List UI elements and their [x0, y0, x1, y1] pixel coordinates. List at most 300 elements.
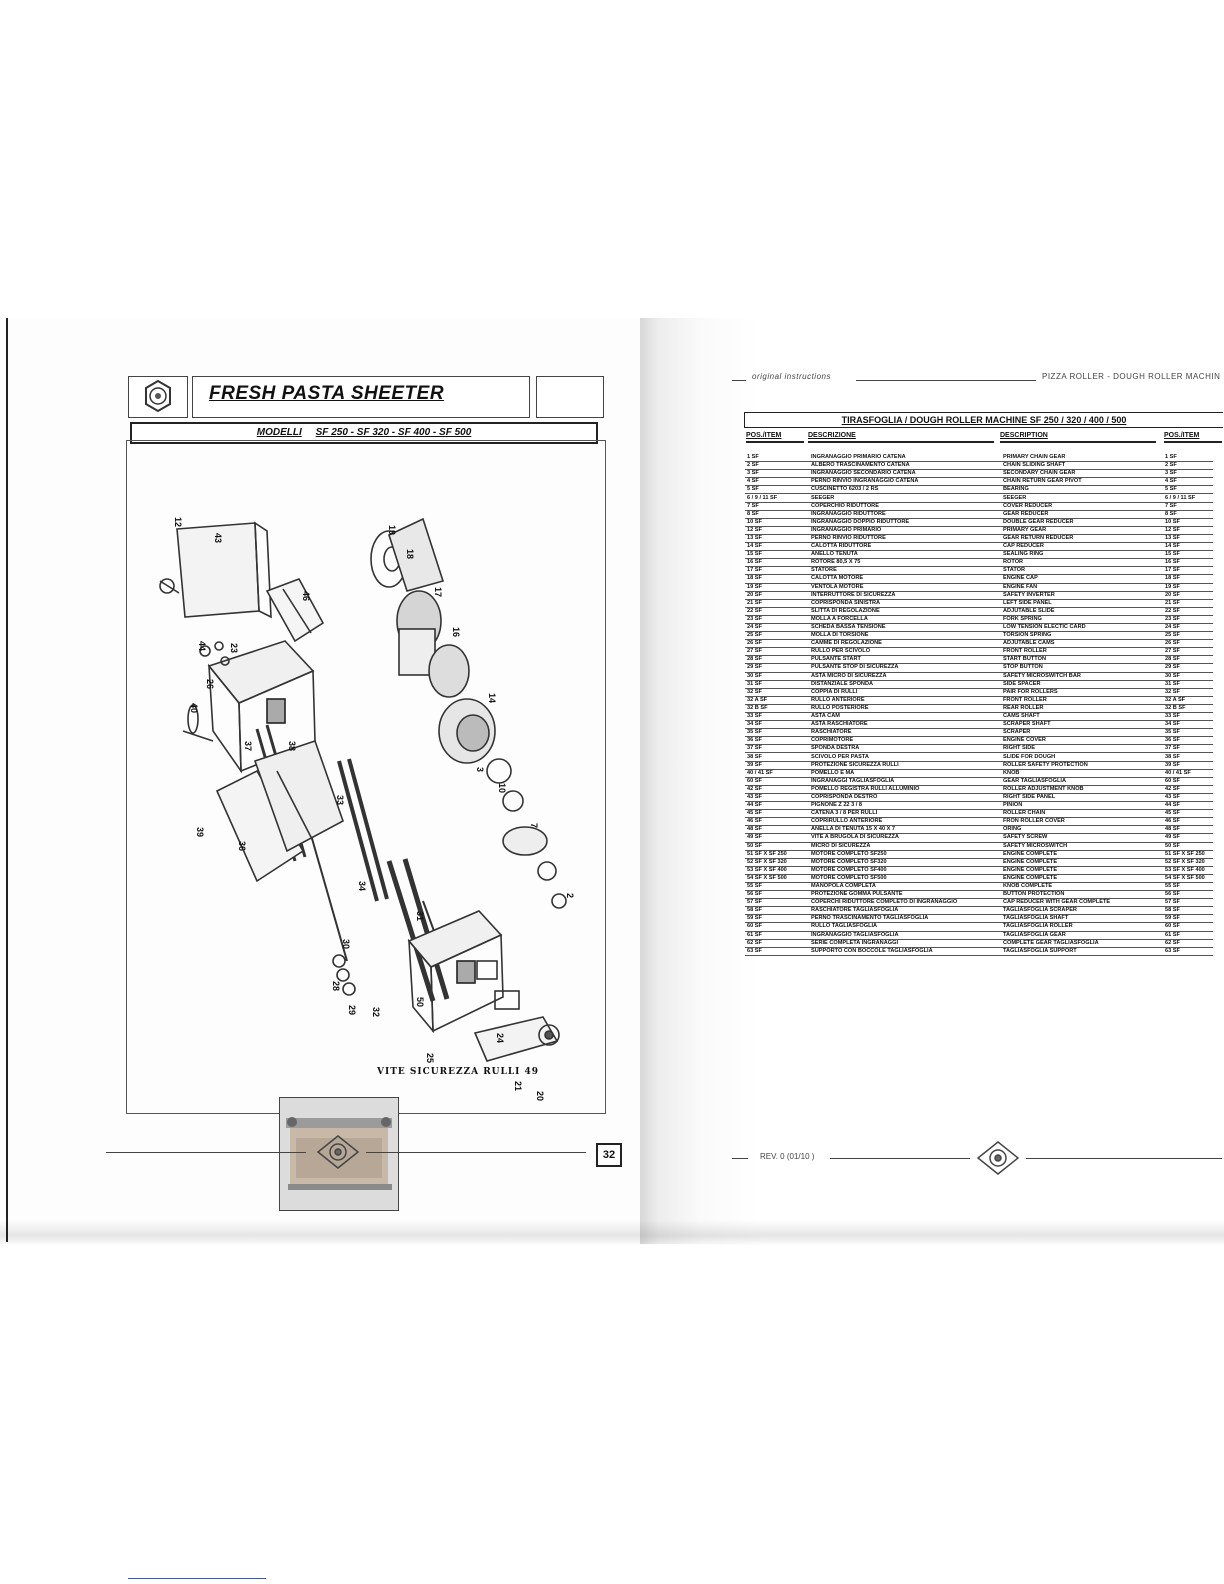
row-pos-item: 20 SF: [745, 591, 809, 599]
title-box: [192, 376, 530, 418]
table-row: [745, 866, 1213, 874]
row-descrizione: MOTORE COMPLETO SF500: [809, 874, 1001, 882]
page-number: 32: [596, 1143, 622, 1167]
footer-rule-left-2: [366, 1152, 586, 1153]
row-pos-item-right: 55 SF: [1163, 882, 1213, 890]
row-description: ENGINE COMPLETE: [1001, 858, 1163, 866]
row-descrizione: RULLO POSTERIORE: [809, 704, 1001, 712]
table-row: [745, 462, 1213, 470]
callout-25: 25: [425, 1053, 435, 1064]
row-pos-item: 56 SF: [745, 891, 809, 899]
row-description: LEFT SIDE PANEL: [1001, 599, 1163, 607]
row-pos-item-right: 52 SF X SF 320: [1163, 858, 1213, 866]
row-descrizione: RULLO ANTERIORE: [809, 696, 1001, 704]
table-row: [745, 818, 1213, 826]
row-description: ENGINE CAP: [1001, 575, 1163, 583]
row-description: ORING: [1001, 826, 1163, 834]
row-pos-item: 1 SF: [745, 454, 809, 462]
table-row: [745, 543, 1213, 551]
callout-43: 43: [213, 533, 223, 544]
header-original-instructions: original instructions: [752, 372, 831, 381]
row-description: LOW TENSION ELECTIC CARD: [1001, 623, 1163, 631]
row-description: STATOR: [1001, 567, 1163, 575]
row-descrizione: COPRISPONDA DESTRO: [809, 793, 1001, 801]
row-pos-item-right: 62 SF: [1163, 939, 1213, 947]
row-pos-item: 3 SF: [745, 470, 809, 478]
row-pos-item-right: 7 SF: [1163, 502, 1213, 510]
row-descrizione: PERNO RINVIO RIDUTTORE: [809, 534, 1001, 542]
callout-32: 32: [371, 1007, 381, 1018]
row-pos-item: 59 SF: [745, 915, 809, 923]
row-description: SAFETY INVERTER: [1001, 591, 1163, 599]
table-row: [745, 939, 1213, 947]
row-pos-item: 29 SF: [745, 664, 809, 672]
callout-20: 20: [535, 1091, 545, 1102]
callout-31: 31: [415, 911, 425, 922]
row-descrizione: MOLLA A FORCELLA: [809, 615, 1001, 623]
footer-logo-icon-right: [972, 1140, 1024, 1181]
row-description: STOP BUTTON: [1001, 664, 1163, 672]
row-pos-item: 48 SF: [745, 826, 809, 834]
callout-16: 16: [451, 627, 461, 638]
row-description: SAFETY SCREW: [1001, 834, 1163, 842]
row-pos-item: 27 SF: [745, 648, 809, 656]
table-row: [745, 672, 1213, 680]
row-pos-item: 32 B SF: [745, 704, 809, 712]
row-descrizione: ALBERO TRASCINAMENTO CATENA: [809, 462, 1001, 470]
row-pos-item: 31 SF: [745, 680, 809, 688]
row-description: PRIMARY GEAR: [1001, 526, 1163, 534]
row-pos-item: 7 SF: [745, 502, 809, 510]
row-description: BUTTON PROTECTION: [1001, 891, 1163, 899]
scanned-spread: [0, 318, 1224, 1244]
row-pos-item-right: 6 / 9 / 11 SF: [1163, 494, 1213, 502]
table-row: [745, 478, 1213, 486]
table-row: [745, 785, 1213, 793]
row-descrizione: COPPIA DI RULLI: [809, 688, 1001, 696]
row-descrizione: PROTEZIONE SICUREZZA RULLI: [809, 761, 1001, 769]
table-row: [745, 923, 1213, 931]
row-pos-item-right: 43 SF: [1163, 793, 1213, 801]
row-pos-item: 37 SF: [745, 745, 809, 753]
row-pos-item-right: 17 SF: [1163, 567, 1213, 575]
row-description: CHAIN SLIDING SHAFT: [1001, 462, 1163, 470]
table-row: [745, 850, 1213, 858]
callout-44: 44: [197, 641, 207, 652]
row-pos-item-right: 60 SF: [1163, 923, 1213, 931]
row-descrizione: RULLO PER SCIVOLO: [809, 648, 1001, 656]
row-pos-item: 24 SF: [745, 623, 809, 631]
parts-table: [745, 454, 1213, 956]
header-rule-b: [856, 380, 1036, 381]
row-descrizione: SUPPORTO CON BOCCOLE TAGLIASFOGLIA: [809, 947, 1001, 955]
row-description: KNOB COMPLETE: [1001, 882, 1163, 890]
table-row: [745, 729, 1213, 737]
row-description: TAGLIASFOGLIA GEAR: [1001, 931, 1163, 939]
row-pos-item-right: 57 SF: [1163, 899, 1213, 907]
row-description: FRONT ROLLER: [1001, 648, 1163, 656]
row-pos-item-right: 35 SF: [1163, 729, 1213, 737]
table-row: [745, 745, 1213, 753]
row-pos-item-right: 50 SF: [1163, 842, 1213, 850]
row-pos-item: 16 SF: [745, 559, 809, 567]
row-pos-item-right: 39 SF: [1163, 761, 1213, 769]
row-pos-item: 8 SF: [745, 510, 809, 518]
table-row: [745, 559, 1213, 567]
row-pos-item-right: 25 SF: [1163, 632, 1213, 640]
table-row: [745, 802, 1213, 810]
table-row: [745, 753, 1213, 761]
row-pos-item-right: 5 SF: [1163, 486, 1213, 494]
row-description: COVER REDUCER: [1001, 502, 1163, 510]
row-description: TAGLIASFOGLIA SHAFT: [1001, 915, 1163, 923]
row-description: ENGINE COMPLETE: [1001, 850, 1163, 858]
row-pos-item-right: 12 SF: [1163, 526, 1213, 534]
row-pos-item: 32 SF: [745, 688, 809, 696]
table-row: [745, 721, 1213, 729]
row-description: TORSION SPRING: [1001, 632, 1163, 640]
table-row: [745, 470, 1213, 478]
row-descrizione: ANELLO TENUTA: [809, 551, 1001, 559]
row-pos-item: 18 SF: [745, 575, 809, 583]
row-pos-item-right: 56 SF: [1163, 891, 1213, 899]
header-machine-name: PIZZA ROLLER - DOUGH ROLLER MACHIN: [1042, 372, 1221, 381]
row-pos-item-right: 60 SF: [1163, 777, 1213, 785]
table-row: [745, 623, 1213, 631]
row-description: ROTOR: [1001, 559, 1163, 567]
table-row: [745, 632, 1213, 640]
row-pos-item: 30 SF: [745, 672, 809, 680]
callout-34: 34: [357, 881, 367, 892]
table-row: [745, 494, 1213, 502]
row-pos-item-right: 18 SF: [1163, 575, 1213, 583]
row-pos-item-right: 46 SF: [1163, 818, 1213, 826]
models-list: SF 250 - SF 320 - SF 400 - SF 500: [315, 427, 472, 438]
row-description: SEEGER: [1001, 494, 1163, 502]
row-descrizione: RULLO TAGLIASFOGLIA: [809, 923, 1001, 931]
scan-underline-mark: [128, 1578, 266, 1579]
row-description: SECONDARY CHAIN GEAR: [1001, 470, 1163, 478]
row-descrizione: SERIE COMPLETA INGRANAGGI: [809, 939, 1001, 947]
exploded-view-drawing: [127, 441, 605, 1113]
row-pos-item-right: 20 SF: [1163, 591, 1213, 599]
row-pos-item: 34 SF: [745, 721, 809, 729]
row-descrizione: VENTOLA MOTORE: [809, 583, 1001, 591]
callout-18: 18: [405, 549, 415, 560]
callout-3: 3: [475, 767, 485, 773]
row-descrizione: MOTORE COMPLETO SF250: [809, 850, 1001, 858]
table-row: [745, 688, 1213, 696]
footer-rule-right-b: [830, 1158, 970, 1159]
row-pos-item-right: 30 SF: [1163, 672, 1213, 680]
header-rule-a: [732, 380, 746, 381]
callout-24: 24: [495, 1033, 505, 1044]
table-row: [745, 777, 1213, 785]
row-pos-item: 17 SF: [745, 567, 809, 575]
row-pos-item-right: 49 SF: [1163, 834, 1213, 842]
callout-40: 40: [189, 703, 199, 714]
table-row: [745, 591, 1213, 599]
row-descrizione: PIGNONE Z 22 3 / 8: [809, 802, 1001, 810]
row-pos-item: 50 SF: [745, 842, 809, 850]
footer-revision: REV. 0 (01/10 ): [760, 1152, 815, 1161]
row-pos-item-right: 63 SF: [1163, 947, 1213, 955]
table-row: [745, 502, 1213, 510]
row-descrizione: INGRANAGGIO RIDUTTORE: [809, 510, 1001, 518]
row-descrizione: INGRANAGGIO SECONDARIO CATENA: [809, 470, 1001, 478]
row-descrizione: PERNO TRASCINAMENTO TAGLIASFOGLIA: [809, 915, 1001, 923]
footer-rule-right-c: [1026, 1158, 1222, 1159]
row-descrizione: INTERRUTTORE DI SICUREZZA: [809, 591, 1001, 599]
row-pos-item-right: 44 SF: [1163, 802, 1213, 810]
table-row: [745, 737, 1213, 745]
row-pos-item: 19 SF: [745, 583, 809, 591]
callout-19: 19: [387, 525, 397, 536]
row-pos-item-right: 10 SF: [1163, 518, 1213, 526]
callout-33: 33: [335, 795, 345, 806]
row-description: ENGINE COVER: [1001, 737, 1163, 745]
callout-38: 38: [287, 741, 297, 752]
table-row: [745, 454, 1213, 462]
row-description: COMPLETE GEAR TAGLIASFOGLIA: [1001, 939, 1163, 947]
row-pos-item-right: 26 SF: [1163, 640, 1213, 648]
table-row: [745, 761, 1213, 769]
row-description: SLIDE FOR DOUGH: [1001, 753, 1163, 761]
row-descrizione: MOTORE COMPLETO SF400: [809, 866, 1001, 874]
table-row: [745, 874, 1213, 882]
row-pos-item: 53 SF X SF 400: [745, 866, 809, 874]
row-pos-item-right: 23 SF: [1163, 615, 1213, 623]
row-pos-item-right: 1 SF: [1163, 454, 1213, 462]
row-descrizione: COPERCHI RIDUTTORE COMPLETO DI INGRANAGGIO: [809, 899, 1001, 907]
row-descrizione: ASTA CAM: [809, 713, 1001, 721]
table-row: [745, 931, 1213, 939]
row-description: ROLLER ADJUSTMENT KNOB: [1001, 785, 1163, 793]
callout-30: 30: [341, 939, 351, 950]
table-row: [745, 891, 1213, 899]
row-pos-item: 62 SF: [745, 939, 809, 947]
row-pos-item: 63 SF: [745, 947, 809, 955]
row-description: CAMS SHAFT: [1001, 713, 1163, 721]
row-descrizione: INGRANAGGIO PRIMARIO: [809, 526, 1001, 534]
table-row: [745, 656, 1213, 664]
row-pos-item-right: 16 SF: [1163, 559, 1213, 567]
table-row: [745, 842, 1213, 850]
table-row: [745, 947, 1213, 955]
row-pos-item: 14 SF: [745, 543, 809, 551]
row-descrizione: MOTORE COMPLETO SF320: [809, 858, 1001, 866]
table-row: [745, 551, 1213, 559]
row-pos-item-right: 13 SF: [1163, 534, 1213, 542]
row-description: PINION: [1001, 802, 1163, 810]
row-pos-item: 2 SF: [745, 462, 809, 470]
row-pos-item-right: 37 SF: [1163, 745, 1213, 753]
row-pos-item-right: 32 A SF: [1163, 696, 1213, 704]
scan-bottom-shadow: [0, 1220, 1224, 1246]
table-row: [745, 534, 1213, 542]
row-description: ENGINE COMPLETE: [1001, 874, 1163, 882]
callout-17: 17: [433, 587, 443, 598]
row-descrizione: CUSCINETTO 6203 / 2 RS: [809, 486, 1001, 494]
callout-36: 36: [237, 841, 247, 852]
col-pos-item-left: POS./ITEM: [746, 430, 804, 443]
row-descrizione: SCIVOLO PER PASTA: [809, 753, 1001, 761]
row-pos-item-right: 21 SF: [1163, 599, 1213, 607]
row-description: TAGLIASFOGLIA SUPPORT: [1001, 947, 1163, 955]
table-row: [745, 899, 1213, 907]
row-description: GEAR TAGLIASFOGLIA: [1001, 777, 1163, 785]
header-right-box: [536, 376, 604, 418]
row-description: CHAIN RETURN GEAR PIVOT: [1001, 478, 1163, 486]
row-descrizione: MANOPOLA COMPLETA: [809, 882, 1001, 890]
row-description: REAR ROLLER: [1001, 704, 1163, 712]
row-description: RIGHT SIDE PANEL: [1001, 793, 1163, 801]
row-description: START BUTTON: [1001, 656, 1163, 664]
drawing-caption: VITE SICUREZZA RULLI 49: [377, 1067, 540, 1077]
row-description: RIGHT SIDE: [1001, 745, 1163, 753]
callout-46: 46: [301, 591, 311, 602]
row-pos-item: 10 SF: [745, 518, 809, 526]
row-description: FRON ROLLER COVER: [1001, 818, 1163, 826]
table-row: [745, 583, 1213, 591]
table-row: [745, 486, 1213, 494]
row-descrizione: INGRANAGGIO PRIMARIO CATENA: [809, 454, 1001, 462]
callout-26: 26: [205, 679, 215, 690]
row-description: TAGLIASFOGLIA ROLLER: [1001, 923, 1163, 931]
row-pos-item: 49 SF: [745, 834, 809, 842]
row-description: PAIR FOR ROLLERS: [1001, 688, 1163, 696]
row-pos-item-right: 31 SF: [1163, 680, 1213, 688]
row-pos-item: 51 SF X SF 250: [745, 850, 809, 858]
callout-39: 39: [195, 827, 205, 838]
footer-rule-right-a: [732, 1158, 748, 1159]
table-row: [745, 826, 1213, 834]
row-pos-item: 52 SF X SF 320: [745, 858, 809, 866]
row-descrizione: SCHEDA BASSA TENSIONE: [809, 623, 1001, 631]
row-pos-item: 57 SF: [745, 899, 809, 907]
row-pos-item: 38 SF: [745, 753, 809, 761]
table-row: [745, 793, 1213, 801]
row-description: SEALING RING: [1001, 551, 1163, 559]
row-pos-item-right: 2 SF: [1163, 462, 1213, 470]
row-description: ENGINE COMPLETE: [1001, 866, 1163, 874]
row-description: SIDE SPACER: [1001, 680, 1163, 688]
row-pos-item: 13 SF: [745, 534, 809, 542]
row-pos-item: 15 SF: [745, 551, 809, 559]
row-description: FRONT ROLLER: [1001, 696, 1163, 704]
row-pos-item: 55 SF: [745, 882, 809, 890]
row-pos-item-right: 3 SF: [1163, 470, 1213, 478]
col-pos-item-right: POS./ITEM: [1164, 430, 1222, 443]
row-pos-item-right: 40 / 41 SF: [1163, 769, 1213, 777]
row-pos-item: 60 SF: [745, 777, 809, 785]
row-descrizione: CATENA 3 / 8 PER RULLI: [809, 810, 1001, 818]
row-description: KNOB: [1001, 769, 1163, 777]
row-descrizione: INGRANAGGIO TAGLIASFOGLIA: [809, 931, 1001, 939]
row-descrizione: MICRO DI SICUREZZA: [809, 842, 1001, 850]
callout-29: 29: [347, 1005, 357, 1016]
table-row: [745, 680, 1213, 688]
row-pos-item: 21 SF: [745, 599, 809, 607]
row-description: CAP REDUCER WITH GEAR COMPLETE: [1001, 899, 1163, 907]
row-pos-item-right: 48 SF: [1163, 826, 1213, 834]
row-pos-item: 61 SF: [745, 931, 809, 939]
row-descrizione: INGRANAGGI TAGLIASFOGLIA: [809, 777, 1001, 785]
table-row: [745, 615, 1213, 623]
row-descrizione: RASCHIATORE TAGLIASFOGLIA: [809, 907, 1001, 915]
row-description: CAP REDUCER: [1001, 543, 1163, 551]
table-row: [745, 599, 1213, 607]
row-pos-item: 45 SF: [745, 810, 809, 818]
row-pos-item-right: 51 SF X SF 250: [1163, 850, 1213, 858]
row-pos-item: 35 SF: [745, 729, 809, 737]
row-descrizione: PULSANTE STOP DI SICUREZZA: [809, 664, 1001, 672]
row-pos-item: 32 A SF: [745, 696, 809, 704]
table-row: [745, 704, 1213, 712]
row-pos-item-right: 32 SF: [1163, 688, 1213, 696]
col-description: DESCRIPTION: [1000, 430, 1156, 443]
exploded-drawing-frame: [126, 440, 606, 1114]
callout-10: 10: [497, 783, 507, 794]
row-pos-item: 26 SF: [745, 640, 809, 648]
row-pos-item-right: 24 SF: [1163, 623, 1213, 631]
table-row: [745, 834, 1213, 842]
row-description: ENGINE FAN: [1001, 583, 1163, 591]
parts-table-title: TIRASFOGLIA / DOUGH ROLLER MACHINE SF 250 / 320 / 400 / 500: [744, 412, 1223, 428]
row-pos-item: 44 SF: [745, 802, 809, 810]
row-descrizione: MOLLA DI TORSIONE: [809, 632, 1001, 640]
callout-28: 28: [331, 981, 341, 992]
row-description: FORK SPRING: [1001, 615, 1163, 623]
row-description: SAFETY MICROSWITCH: [1001, 842, 1163, 850]
row-descrizione: POMELLO E MA: [809, 769, 1001, 777]
page-title: FRESH PASTA SHEETER: [209, 383, 445, 404]
row-pos-item: 43 SF: [745, 793, 809, 801]
row-pos-item-right: 36 SF: [1163, 737, 1213, 745]
col-descrizione: DESCRIZIONE: [808, 430, 994, 443]
row-descrizione: ANELLA DI TENUTA 15 X 40 X 7: [809, 826, 1001, 834]
table-row: [745, 696, 1213, 704]
row-pos-item-right: 28 SF: [1163, 656, 1213, 664]
row-description: ADJUTABLE SLIDE: [1001, 607, 1163, 615]
table-row: [745, 607, 1213, 615]
table-row: [745, 810, 1213, 818]
row-descrizione: COPRIMOTORE: [809, 737, 1001, 745]
row-pos-item: 42 SF: [745, 785, 809, 793]
row-pos-item-right: 32 B SF: [1163, 704, 1213, 712]
table-row: [745, 567, 1213, 575]
row-descrizione: ASTA MICRO DI SICUREZZA: [809, 672, 1001, 680]
row-pos-item-right: 58 SF: [1163, 907, 1213, 915]
callout-23: 23: [229, 643, 239, 654]
row-pos-item: 58 SF: [745, 907, 809, 915]
row-description: SCRAPER SHAFT: [1001, 721, 1163, 729]
row-pos-item-right: 19 SF: [1163, 583, 1213, 591]
row-pos-item-right: 59 SF: [1163, 915, 1213, 923]
row-description: DOUBLE GEAR REDUCER: [1001, 518, 1163, 526]
row-description: ADJUTABLE CAMS: [1001, 640, 1163, 648]
row-descrizione: SPONDA DESTRA: [809, 745, 1001, 753]
row-pos-item: 12 SF: [745, 526, 809, 534]
brand-logo: [128, 376, 188, 418]
callout-37: 37: [243, 741, 253, 752]
row-pos-item: 5 SF: [745, 486, 809, 494]
row-description: ROLLER CHAIN: [1001, 810, 1163, 818]
row-pos-item-right: 33 SF: [1163, 713, 1213, 721]
row-pos-item-right: 8 SF: [1163, 510, 1213, 518]
row-pos-item-right: 14 SF: [1163, 543, 1213, 551]
footer-logo-icon: [312, 1134, 364, 1175]
